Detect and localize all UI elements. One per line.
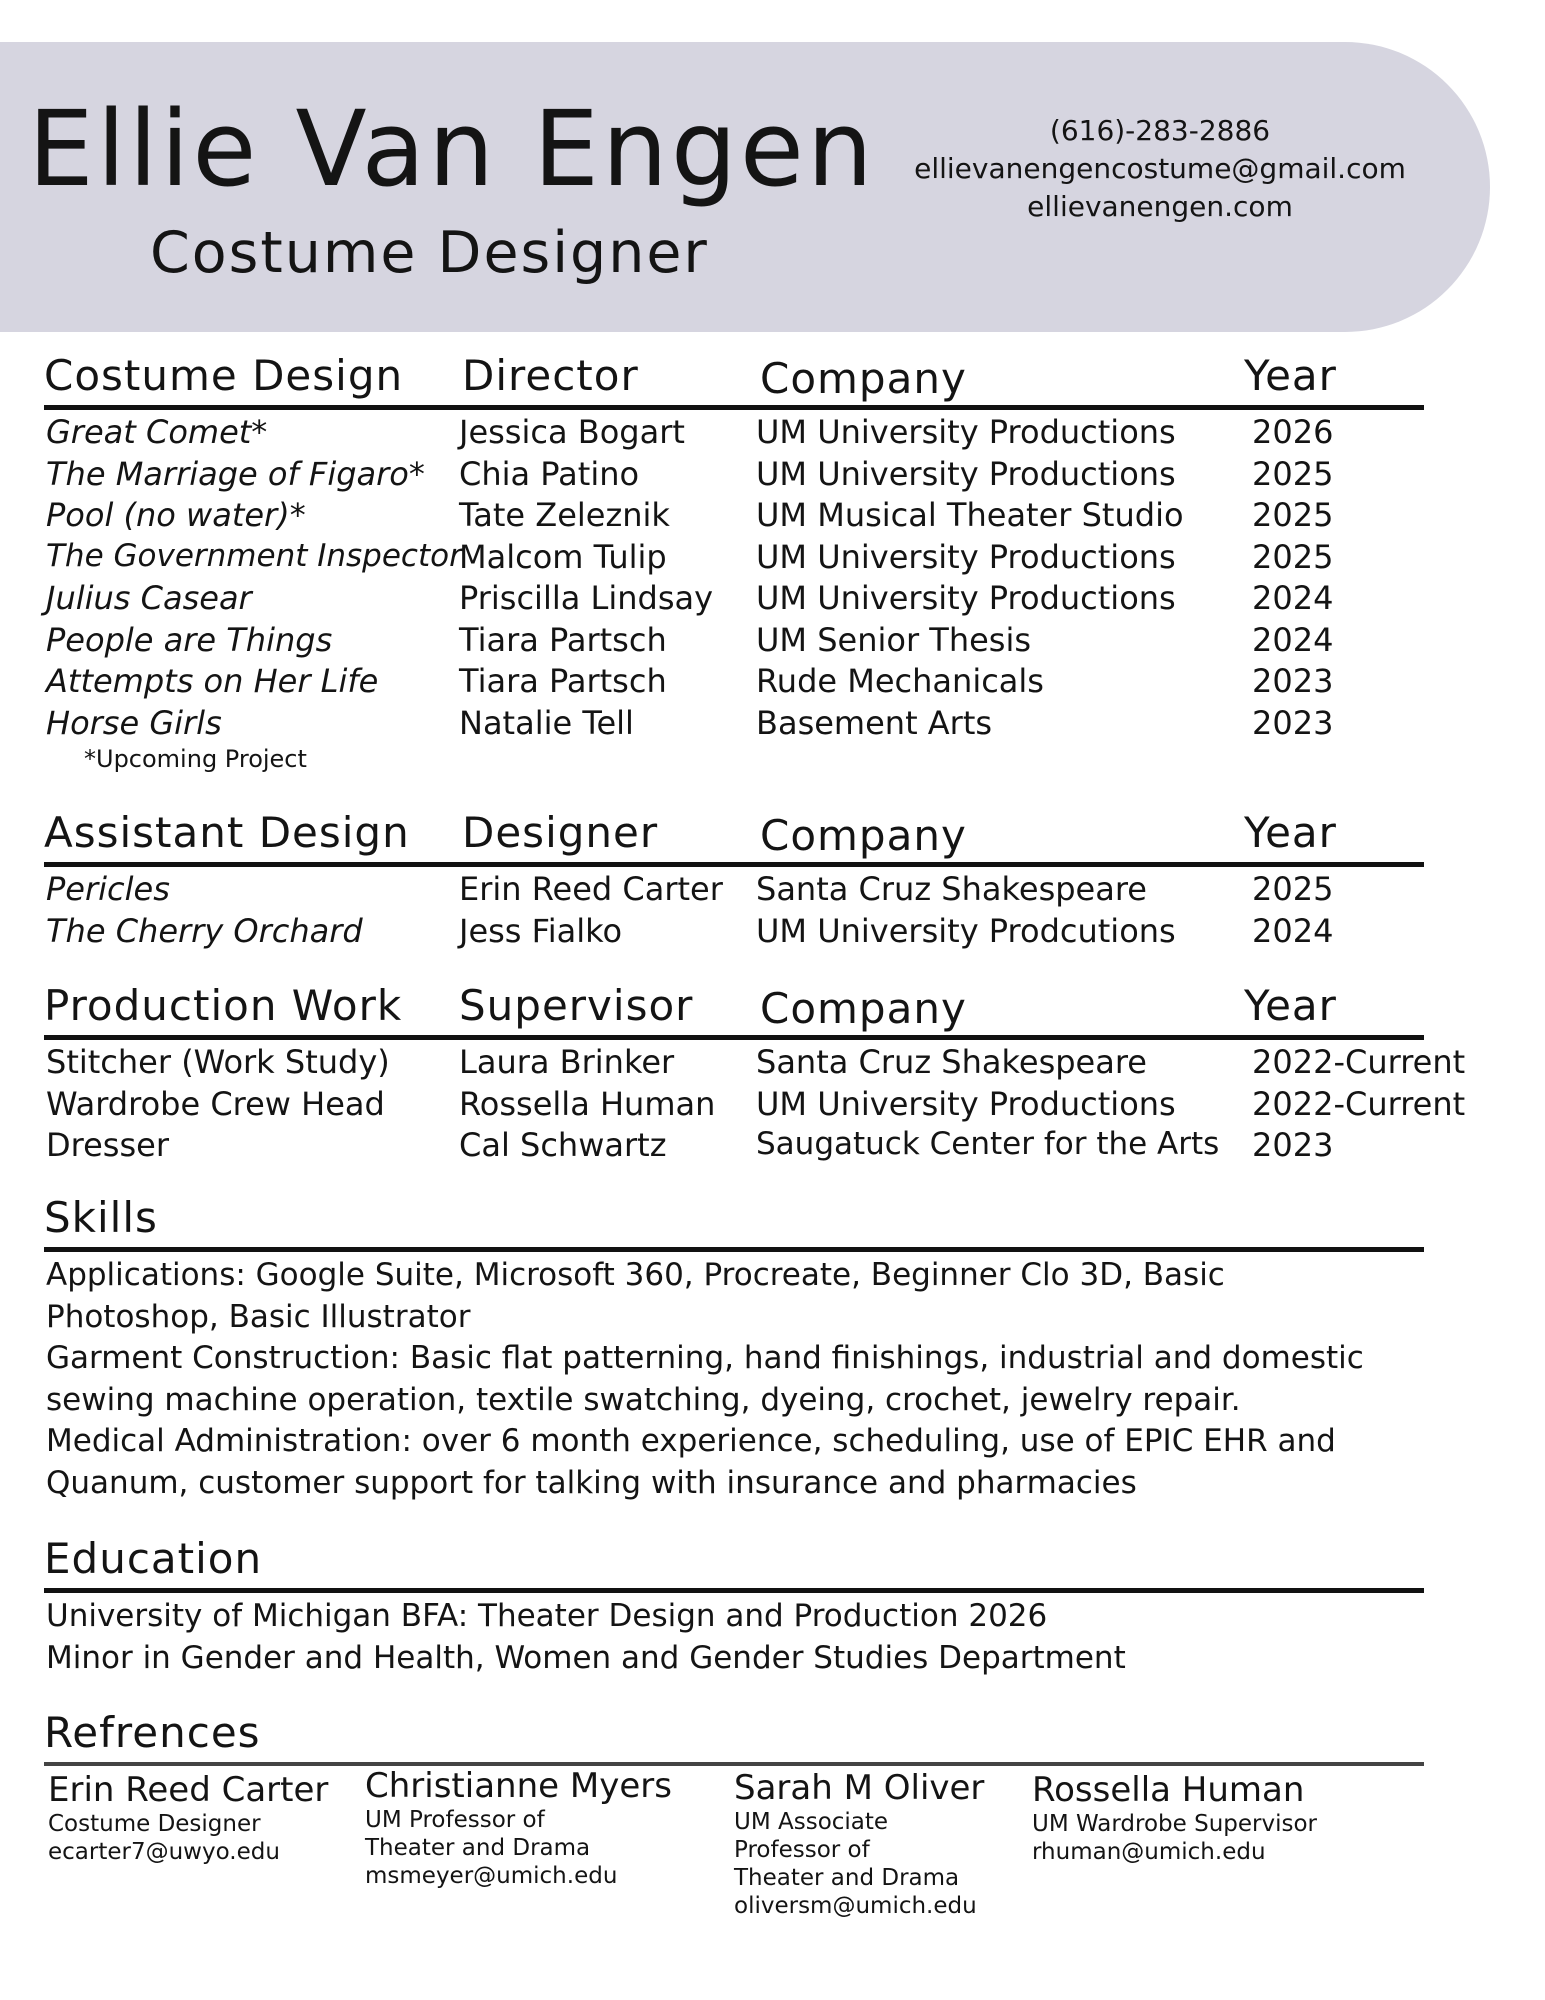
company: UM University Productions — [756, 413, 1176, 451]
education-line: Minor in Gender and Health, Women and Gender Studies Department — [46, 1639, 1126, 1676]
reference-role: UM Professor of — [365, 1807, 545, 1833]
director: Tiara Partsch — [459, 662, 667, 700]
director: Malcom Tulip — [459, 537, 667, 576]
costume-design-section — [44, 343, 1424, 773]
reference-name: Sarah M Oliver — [734, 1768, 985, 1808]
company: UM University Productions — [756, 579, 1176, 617]
production-work-section — [44, 973, 1466, 1173]
show-title: Horse Girls — [46, 703, 222, 742]
costume-design-header — [44, 343, 1424, 403]
section-divider — [44, 862, 1424, 867]
table-row — [44, 538, 1474, 580]
show-title: The Cherry Orchard — [46, 911, 363, 950]
contact-phone[interactable]: (616)-283-2886 — [1049, 114, 1271, 147]
references-section — [44, 1700, 1424, 1960]
role: Stitcher (Work Study) — [46, 1043, 390, 1081]
year: 2025 — [1252, 454, 1334, 493]
education-section — [44, 1526, 1424, 1686]
skills-section — [44, 1185, 1424, 1515]
table-row — [44, 579, 1474, 621]
show-title: The Government Inspector — [46, 537, 462, 574]
reference-role: UM Associate — [734, 1809, 889, 1835]
table-row — [44, 870, 1474, 912]
year: 2023 — [1252, 662, 1334, 700]
column-header-year: Year — [1244, 808, 1337, 857]
section-heading: Refrences — [44, 1708, 261, 1757]
reference-email[interactable]: msmeyer@umich.edu — [365, 1863, 618, 1889]
company: UM University Productions — [756, 537, 1176, 576]
show-title: The Marriage of Figaro* — [46, 454, 425, 493]
column-header-supervisor: Supervisor — [459, 981, 694, 1030]
education-header — [44, 1526, 1424, 1586]
table-row — [44, 413, 1474, 455]
assistant-design-header — [44, 800, 1424, 860]
section-heading: Assistant Design — [44, 808, 410, 857]
reference-role: Theater and Drama — [365, 1835, 591, 1861]
column-header-designer: Designer — [462, 808, 659, 857]
table-row — [44, 662, 1474, 704]
skills-line: Garment Construction: Basic flat patterning, hand finishings, industrial and domestic — [46, 1340, 1364, 1376]
column-header-company: Company — [760, 354, 967, 403]
section-divider — [44, 1762, 1424, 1766]
reference-role: Costume Designer — [48, 1811, 261, 1837]
director: Tate Zeleznik — [459, 496, 670, 534]
skills-line: Quanum, customer support for talking with insurance and pharmacies — [46, 1464, 1137, 1501]
table-row — [44, 455, 1474, 497]
skills-line: Medical Administration: over 6 month experience, scheduling, use of EPIC EHR and — [46, 1423, 1336, 1459]
show-title: Attempts on Her Life — [46, 662, 379, 700]
designer: Erin Reed Carter — [459, 870, 723, 908]
references-header — [44, 1700, 1424, 1760]
year: 2024 — [1252, 911, 1334, 950]
year: 2026 — [1252, 413, 1334, 451]
role: Wardrobe Crew Head — [46, 1084, 385, 1123]
table-row — [44, 1085, 1474, 1127]
company: UM University Productions — [756, 454, 1176, 493]
show-title: People are Things — [46, 620, 333, 659]
column-header-company: Company — [760, 811, 967, 860]
company: Rude Mechanicals — [756, 662, 1044, 700]
education-line: University of Michigan BFA: Theater Design and Production 2026 — [46, 1598, 1048, 1634]
contact-block — [880, 112, 1440, 226]
year: 2022-Current — [1252, 1084, 1466, 1123]
section-divider — [44, 1588, 1424, 1593]
section-heading: Production Work — [44, 981, 403, 1030]
reference-email[interactable]: oliversm@umich.edu — [734, 1893, 977, 1919]
column-header-company: Company — [760, 984, 967, 1033]
reference-email[interactable]: ecarter7@uwyo.edu — [48, 1839, 280, 1865]
production-work-rows — [44, 1043, 1474, 1168]
skills-header — [44, 1185, 1424, 1245]
company: Basement Arts — [756, 703, 993, 742]
skills-line: Photoshop, Basic Illustrator — [46, 1298, 471, 1335]
director: Chia Patino — [459, 454, 640, 493]
section-heading: Education — [44, 1534, 263, 1583]
show-title: Pericles — [46, 870, 170, 908]
upcoming-note: *Upcoming Project — [84, 745, 307, 773]
reference-card — [1032, 1770, 1317, 1866]
company: UM University Productions — [756, 1084, 1176, 1123]
year: 2023 — [1252, 703, 1334, 742]
candidate-title: Costume Designer — [150, 220, 709, 286]
table-row — [44, 1126, 1474, 1168]
contact-website[interactable]: ellievanengen.com — [1027, 190, 1293, 223]
reference-card — [365, 1766, 672, 1890]
section-heading: Costume Design — [44, 351, 404, 400]
company: Santa Cruz Shakespeare — [756, 1043, 1147, 1081]
year: 2023 — [1252, 1126, 1334, 1164]
reference-card — [734, 1768, 984, 1920]
table-row — [44, 621, 1474, 663]
director: Tiara Partsch — [459, 620, 667, 659]
reference-card — [48, 1770, 328, 1866]
show-title: Great Comet* — [46, 413, 268, 451]
skills-text — [46, 1255, 1406, 1504]
director: Natalie Tell — [459, 703, 634, 742]
role: Dresser — [46, 1126, 169, 1164]
table-row — [44, 704, 1474, 746]
show-title: Julius Casear — [46, 579, 252, 617]
reference-name: Erin Reed Carter — [48, 1770, 329, 1810]
section-divider — [44, 405, 1424, 410]
skills-line: sewing machine operation, textile swatching, dyeing, crochet, jewelry repair. — [46, 1381, 1241, 1418]
table-row — [44, 496, 1474, 538]
supervisor: Laura Brinker — [459, 1043, 675, 1081]
company: UM Senior Thesis — [756, 620, 1032, 659]
candidate-name: Ellie Van Engen — [28, 88, 876, 210]
year: 2024 — [1252, 579, 1334, 617]
year: 2025 — [1252, 496, 1334, 534]
skills-line: Applications: Google Suite, Microsoft 360, Procreate, Beginner Clo 3D, Basic — [46, 1257, 1225, 1293]
section-divider — [44, 1035, 1424, 1040]
year: 2022-Current — [1252, 1043, 1466, 1081]
table-row — [44, 912, 1474, 954]
reference-role: Theater and Drama — [734, 1865, 960, 1891]
company: Santa Cruz Shakespeare — [756, 870, 1147, 908]
designer: Jess Fialko — [459, 911, 623, 950]
year: 2024 — [1252, 620, 1334, 659]
section-divider — [44, 1247, 1424, 1252]
assistant-design-section — [44, 800, 1424, 960]
company: UM Musical Theater Studio — [756, 496, 1184, 534]
year: 2025 — [1252, 537, 1334, 576]
contact-email[interactable]: ellievanengencostume@gmail.com — [914, 152, 1406, 185]
production-work-header — [44, 973, 1424, 1033]
reference-role: Professor of — [734, 1837, 870, 1863]
costume-design-rows — [44, 413, 1474, 745]
company: Saugatuck Center for the Arts — [756, 1126, 1220, 1162]
assistant-design-rows — [44, 870, 1474, 953]
supervisor: Cal Schwartz — [459, 1126, 667, 1164]
column-header-director: Director — [462, 351, 639, 400]
reference-email[interactable]: rhuman@umich.edu — [1032, 1839, 1266, 1865]
year: 2025 — [1252, 870, 1334, 908]
column-header-year: Year — [1244, 351, 1337, 400]
director: Priscilla Lindsay — [459, 579, 714, 617]
section-heading: Skills — [44, 1193, 158, 1242]
supervisor: Rossella Human — [459, 1084, 716, 1123]
table-row — [44, 1043, 1474, 1085]
company: UM University Prodcutions — [756, 911, 1176, 950]
director: Jessica Bogart — [459, 413, 685, 451]
reference-name: Christianne Myers — [365, 1766, 672, 1806]
education-text — [46, 1596, 1406, 1679]
show-title: Pool (no water)* — [46, 496, 306, 534]
reference-name: Rossella Human — [1032, 1770, 1305, 1810]
column-header-year: Year — [1244, 981, 1337, 1030]
reference-role: UM Wardrobe Supervisor — [1032, 1811, 1317, 1837]
